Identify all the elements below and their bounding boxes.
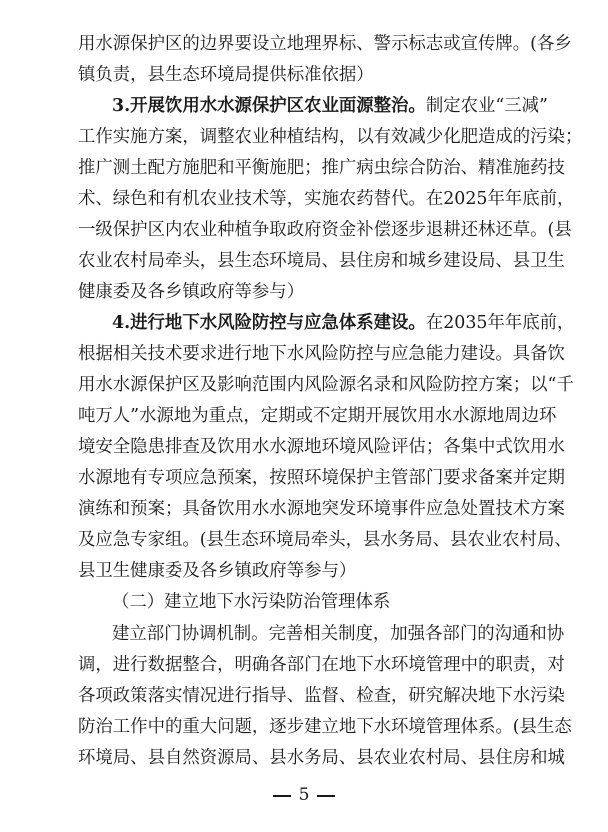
body-line: 演练和预案；具备饮用水水源地突发环境事件应急处置技术方案 (78, 499, 565, 519)
body-line: 术、绿色和有机农业技术等，实施农药替代。在2025年年底前， (78, 189, 575, 209)
item-4-first-line (112, 311, 575, 335)
body-line: 农业农村局牵头，县生态环境局、县住房和城乡建设局、县卫生 (78, 251, 565, 271)
body-line: 用水源保护区的边界要设立地理界标、警示标志或宣传牌。(各乡 (78, 34, 572, 54)
item-3-text: 制定农业“三减” (425, 96, 548, 116)
item-3-first-line (112, 94, 548, 118)
page-number: 5 (298, 785, 310, 805)
item-4-heading: 4.进行地下水风险防控与应急体系建设。 (112, 313, 426, 333)
body-line: 防治工作中的重大问题，逐步建立地下水环境管理体系。(县生态 (78, 717, 572, 737)
body-line: 一级保护区内农业种植争取政府资金补偿逐步退耕还林还草。(县 (78, 220, 572, 240)
body-line: 调，进行数据整合，明确各部门在地下水环境管理中的职责，对 (78, 655, 565, 675)
dash-left (273, 795, 291, 797)
body-line: 用水水源保护区及影响范围内风险源名录和风险防控方案；以“千 (78, 375, 574, 395)
body-line: 推广测土配方施肥和平衡施肥；推广病虫综合防治、精准施药技 (78, 158, 565, 178)
body-line: 各项政策落实情况进行指导、监督、检查，研究解决地下水污染 (78, 686, 565, 706)
body-line: 及应急专家组。(县生态环境局牵头，县水务局、县农业农村局、 (78, 530, 572, 550)
body-line: 县卫生健康委及各乡镇政府等参与） (78, 561, 357, 581)
page-footer (0, 784, 608, 806)
body-line: 吨万人”水源地为重点，定期或不定期开展饮用水水源地周边环 (78, 406, 557, 426)
body-line: 环境局、县自然资源局、县水务局、县农业农村局、县住房和城 (78, 748, 565, 768)
section-heading: （二）建立地下水污染防治管理体系 (112, 592, 391, 612)
body-line: 根据相关技术要求进行地下水风险防控与应急能力建设。具备饮 (78, 344, 565, 364)
item-3-heading: 3.开展饮用水水源保护区农业面源整治。 (112, 96, 426, 116)
item-4-text: 在2035年年底前， (425, 313, 575, 333)
body-line: 建立部门协调机制。完善相关制度，加强各部门的沟通和协 (112, 624, 565, 644)
dash-right (317, 795, 335, 797)
body-line: 水源地有专项应急预案，按照环境保护主管部门要求备案并定期 (78, 468, 565, 488)
body-line: 工作实施方案，调整农业种植结构，以有效减少化肥造成的污染； (78, 127, 583, 147)
body-line: 镇负责，县生态环境局提供标准依据） (78, 65, 374, 85)
body-line: 健康委及各乡镇政府等参与） (78, 282, 305, 302)
body-line: 境安全隐患排查及饮用水水源地环境风险评估；各集中式饮用水 (78, 437, 565, 457)
